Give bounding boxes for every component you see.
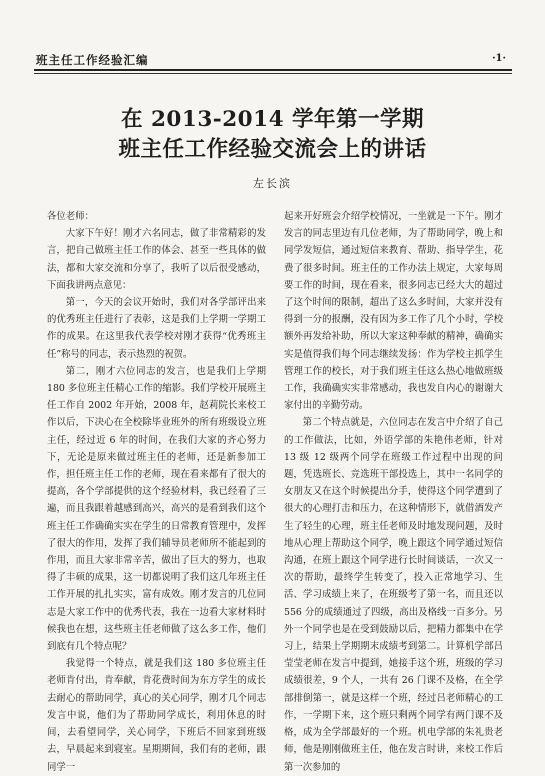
article-title-line-2: 班主任工作经验交流会上的讲话 xyxy=(118,137,427,162)
running-header-title: 班主任工作经验汇编 xyxy=(36,53,149,67)
article-title-line-1: 在 2013-2014 学年第一学期 xyxy=(120,107,425,132)
header-rule-thick xyxy=(34,69,512,71)
paragraph-salutation: 各位老师： xyxy=(47,211,94,222)
header-rule-thin xyxy=(34,73,512,74)
running-header xyxy=(34,50,512,70)
paragraph-continued: 起来开好班会介绍学校情况，一坐就是一下午。刚才发言的同志里边有几位老师，为了帮助同学，晚上和同学发短信，通过短信来教育、帮助、指导学生，花费了很多时间。班主任的工作办法上规定，大家每周要工作的时间，现在看来，很多同志已经大大的超过了这个时间的限制，超出了这么多时间，大家并没有得到一分的报酬，没有因为多工作了几个小时，学校额外再发给补助，所以大家这种奉献的精神，确确实实是值得我们每个同志继续发扬：作为学校主抓学生管理工作的校长，对于我们班主任这么热心地做班级工作，我确确实实非常感动，我也发自内心的谢谢大家付出的辛勤劳动。 xyxy=(284,211,503,412)
page-number: ·1· xyxy=(492,53,506,64)
paragraph: 第一，今天的会议开始时，我们对各学部评出来的优秀班主任进行了表彰，这是我们上学期一学期工作的成果。在这里我代表学校对刚才获得“优秀班主任”称号的同志，表示热烈的祝贺。 xyxy=(47,297,266,360)
article-author: 左长滨 xyxy=(253,177,292,190)
paragraph: 我觉得一个特点，就是我们这 180 多位班主任老师肯付出，肯奉献，肯花费时间为东方学生的成长去耐心的帮助同学，真心的关心同学，刚才几个同志发言中说，他们为了帮助同学成长，利用休息的时间，去看望同学，关心同学，下班后不回家到班级去，早晨起来到寝室。星期期间，我们有的老师，跟同学一 xyxy=(47,658,266,773)
body-column-left xyxy=(47,208,266,776)
body-column-right xyxy=(284,208,503,776)
paragraph: 第二，刚才六位同志的发言，也是我们上学期 180 多位班主任精心工作的缩影。我们学校开展班主任工作自 2002 年开始，2008 年，赵莉院长来校工作以后，下决心在全校除毕业班外的所有班级设立班主任，经过近 6 年的时间，在我们大家的齐心努力下，无论是原来做过班主任的老师，还是新参加工作，担任班主任工作的老师，现在看来都有了很大的提高，各个学部提供的这个经验材料，我已经看了三遍，而且我跟着越感到高兴，高兴的是看到我们这个班主任工作确确实实在学生的日常教育管理中，发挥了很大的作用，发挥了我们辅导员老师所不能起到的作用，而且大家非常辛苦，做出了巨大的努力，也取得了丰硕的成果，这一切都说明了我们这几年班主任工作开展的扎扎实实，富有成效。刚才发言的几位同志是大家工作中的优秀代表，我在一边看大家材料时候我也在想，这些班主任老师做了这么多工作，他们到底有几个特点呢？ xyxy=(47,365,266,653)
article-title xyxy=(0,105,545,165)
paragraph: 第二个特点就是，六位同志在发言中介绍了自己的工作做法，比如，外语学部的朱艳伟老师，针对 13 级 12 级两个同学在班级工作过程中出现的问题，凭选班长、竞选班干部投选上，其中一名同学的女朋友又在这个时候提出分手，使得这个同学遭到了很大的心理打击和压力，在这种情形下，就借酒发产生了轻生的心理，班主任老师及时地发现问题，及时地从心理上帮助这个同学，晚上跟这个同学通过短信沟通，在班上跟这个同学进行长时间谈话，一次又一次的帮助，最终学生转变了，投入正常地学习、生活、学习成绩上来了，在班级考了第一名，而且还以 556 分的成绩通过了四级，高出及格线一百多分。另外一个同学也是在受到鼓励以后，把精力都集中在学习上，结果上学期期末成绩考到第二。计算机学部吕莹莹老师在发言中提到，她接手这个班，班级的学习成绩很差，9 个人，一共有 26 门课不及格，在全学部排倒第一，就是这样一个班，经过吕老师精心的工作，一学期下来，这个班只剩两个同学有两门课不及格，成为全学部最好的一个班。机电学部的朱礼贵老师，他是刚刚做班主任，他在发言时讲，来校工作后第一次参加的 xyxy=(284,417,503,773)
paragraph: 大家下午好！刚才六名同志，做了非常精彩的发言，把自己做班主任工作的体会、甚至一些具体的做法，都和大家交流和分享了，我听了以后很受感动，下面我讲两点意见： xyxy=(47,228,266,291)
